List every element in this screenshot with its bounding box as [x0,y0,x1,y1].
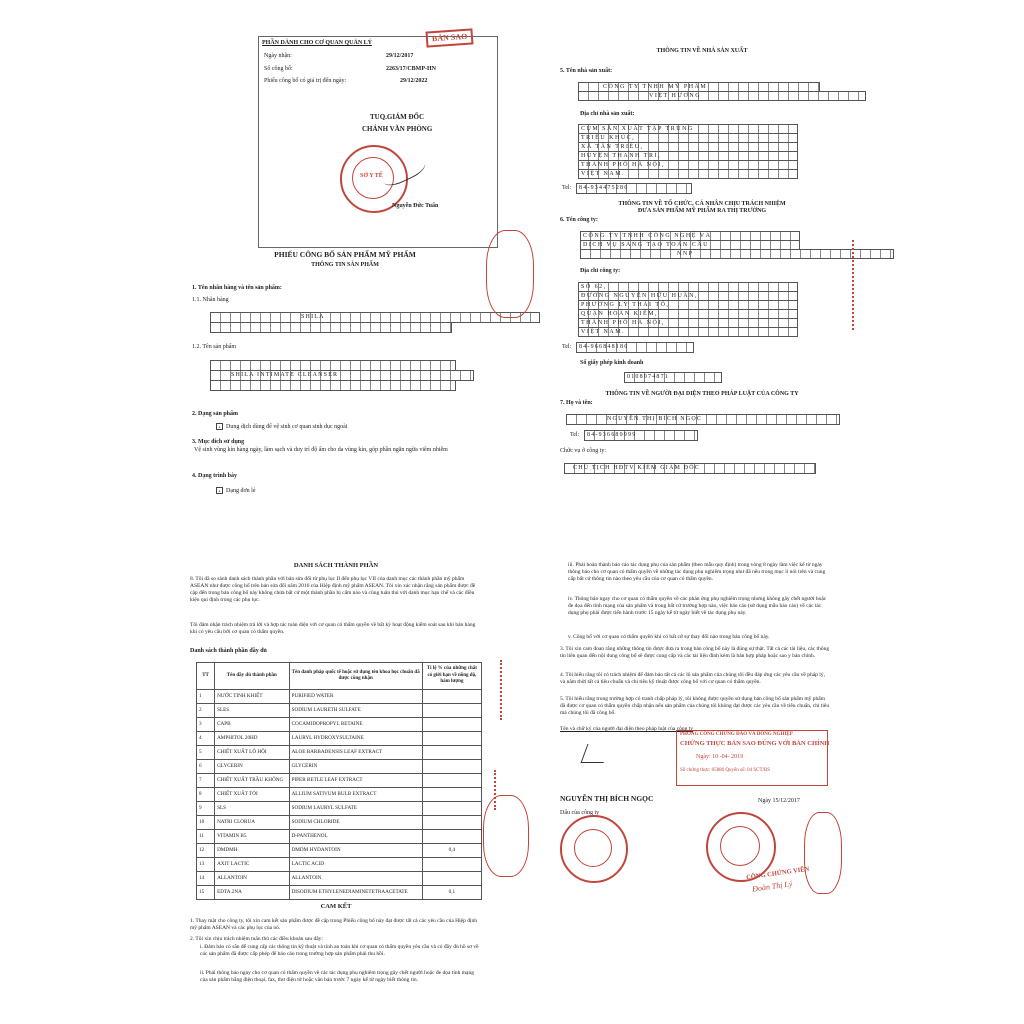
table-row [197,690,482,704]
sign-title: TUQ.GIÁM ĐỐC [370,113,425,121]
table-row [197,886,482,900]
maker-row-1: CÔNG TY TNHH MỸ PHẨM [578,82,820,91]
section-2-value: Dung dịch dùng để vệ sinh cơ quan sinh dục ngoài [226,423,348,430]
section-6-label: 6. Tên công ty: [560,217,598,223]
table-cell: SODIUM LAURETH SULFATE [289,704,422,718]
rep-position: CHỦ TỊCH HĐTV KIÊM GIÁM ĐỐC [564,463,816,474]
ingredients-title: DANH SÁCH THÀNH PHẦN [293,562,379,569]
position-label: Chức vụ ở công ty: [560,448,607,454]
license-number: 0108074871 [624,372,722,383]
table-cell: 4 [197,732,215,746]
table-cell: SLS [215,802,290,816]
commitment-3: 3. Tôi xin cam đoan rằng những thông tin được đưa ra trong bản công bố này là đúng sự thật. Tất cả các tài liệu, các thông tin liên quan đến nội dung công bố sẽ được cung cấp và các tài liệu đính kèm là bản hợp pháp hoặc sao y bản chính. [560,646,830,660]
date-value: 29/12/2017 [386,53,414,59]
section-1-label: 1. Tên nhãn hàng và tên sản phẩm: [192,285,282,291]
maker-addr-5: THÀNH PHỐ HÀ NỘI, [578,160,798,169]
section-3-value: Vệ sinh vùng kín hàng ngày, làm sạch và duy trì độ ẩm cho da vùng kín, góp phần ngăn ngừa viêm nhiễm [194,447,448,453]
signature-scribble-icon [581,744,611,763]
table-cell: GLYCERIN [215,760,290,774]
company-seal-label: Dấu của công ty [560,810,600,816]
table-cell: COCAMIDOPROPYL BETAINE [289,718,422,732]
table-cell: SLES [215,704,290,718]
table-cell: 1 [197,690,215,704]
table-cell: 5 [197,746,215,760]
table-row [197,858,482,872]
license-label: Số giấy phép kinh doanh [580,360,644,366]
cert-title: CHỨNG THỰC BẢN SAO ĐÚNG VỚI BẢN CHÍNH [680,740,830,747]
table-cell: 12 [197,844,215,858]
table-cell: DMDM HYDANTOIN [289,844,422,858]
table-cell [422,788,481,802]
product-field: SHILA INTIMATE CLEANSER [210,370,474,381]
ingredients-list-title: Danh sách thành phần đầy đủ [190,648,267,654]
table-cell: DISODIUM ETHYLENEDIAMINETETRAACETATE [289,886,422,900]
commitment-4: 4. Tôi hiểu rằng tôi có trách nhiệm để đảm bảo tất cả các lô sản phẩm của chúng tôi đều đáp ứng các yêu cầu về pháp lý, và nắm thời tất cả tiêu chuẩn và chỉ tiêu kỹ thuật được công bố với cơ quan có thẩm quyền. [560,672,825,686]
brand-field-row2 [210,322,452,333]
commitment-2-ii: ii. Phải thông báo ngay cho cơ quan có thẩm quyền về các tác dụng phụ nghiêm trọng gây chết người hoặc đe dọa tính mạng của sản phẩm bằng điện thoại, fax, thư điện tử hoặc văn bản trước 7 ngày kể từ ngày biết thông tin. [200,970,474,984]
table-cell: ALLANTOIN [289,872,422,886]
table-row [197,718,482,732]
edge-seal-icon [804,812,842,894]
valid-label: Phiếu công bố có giá trị đến ngày: [264,78,347,84]
table-cell: VITAMIN B5 [215,830,290,844]
company-addr-6: VIỆT NAM. [578,327,798,337]
page-commitment-signature [556,558,836,858]
table-cell: 14 [197,872,215,886]
page-manufacturer-info [552,40,852,500]
table-row [197,830,482,844]
table-cell: 11 [197,830,215,844]
brand-field: SHILA [210,312,540,323]
seal-text: SỞ Y TẾ [360,173,383,179]
ingredients-table-body [197,690,482,900]
table-cell: AMPHITOL 20HD [215,732,290,746]
table-cell [422,872,481,886]
table-cell [422,690,481,704]
representative-title: THÔNG TIN VỀ NGƯỜI ĐẠI DIỆN THEO PHÁP LUẬT CỦA CÔNG TY [605,391,799,397]
table-row [197,746,482,760]
number-label: Số công bố: [264,66,293,72]
maker-tel: 84-934475286 [576,183,692,194]
table-cell [422,816,481,830]
notary-seal-inner [720,826,760,866]
company-addr-2: ĐƯỜNG NGUYỄN HỮU HUÂN, [578,291,798,300]
table-cell: NƯỚC TINH KHIẾT [215,690,290,704]
section-4-value: Dạng đơn lẻ [226,487,256,494]
commitment-v: v. Công bố với cơ quan có thẩm quyền khi có bất cứ sự thay đổi nào trong bản công bố này. [568,634,770,640]
company-seal-inner [574,829,612,867]
maker-addr-2: TRIỀU KHÚC, [578,133,798,142]
maker-addr-1: CỤM SẢN XUẤT TẬP TRUNG [578,124,798,133]
section-2-label: 2. Dạng sản phẩm [192,411,239,417]
table-cell [422,858,481,872]
commitment-iv: iv. Thông báo ngay cho cơ quan có thẩm quyền về các phản ứng phụ nghiêm trọng nhưng không gây chết người hoặc đe dọa đến tính mạng của sản phẩm và trong bất cứ trường hợp nào, việc báo cáo (sử dụng mẫu báo cáo) về các tác dụng phụ phải được tiến hành trước 15 ngày kể từ ngày biết về tác dụng phụ này. [568,596,827,617]
table-row [197,732,482,746]
maker-row-2: VIỆT HƯƠNG [578,91,866,101]
table-header: Tỉ lệ % của những chất có giới hạn về nồng độ, hàm lượng [422,663,481,690]
section-1-1-label: 1.1. Nhãn hàng [192,297,229,303]
table-cell: LAURYL HYDROXYSULTAINE [289,732,422,746]
table-cell: PIPER BETLE LEAF EXTRACT [289,774,422,788]
management-box [258,36,498,248]
table-row [197,774,482,788]
table-cell: EDTA.2NA [215,886,290,900]
table-cell: DMDMH [215,844,290,858]
notary-name: Đoàn Thị Lý [751,879,793,894]
table-cell: 15 [197,886,215,900]
section-4-label: 4. Dạng trình bày [192,473,238,479]
commitment-iii: iii. Phải hoàn thành báo cáo tác dụng phụ của sản phẩm (theo mẫu quy định) trong vòng 8 ngày làm việc kể từ ngày thông báo cho cơ quan có thẩm quyền về những tác dụng phụ nghiêm trọng như đã nêu trong mục ii nói trên và cung cấp bất cứ thông tin nào theo yêu cầu của cơ quan có thẩm quyền. [568,562,826,583]
maker-address-label: Địa chỉ nhà sản xuất: [580,111,635,117]
commitment-5: 5. Tôi hiểu rằng trong trường hợp có tranh chấp pháp lý, tôi không được quyền sử dụng bản công bố sản phẩm mỹ phẩm đã được cơ quan có thẩm quyền chấp nhận nếu sản phẩm của chúng tôi không đạt được các yêu cầu về tiêu chuẩn, chỉ tiêu mà chúng tôi đã công bố. [560,696,830,717]
rep-signer-name: NGUYỄN THỊ BÍCH NGỌC [560,794,654,803]
company-row-3: NNP [580,249,894,259]
maker-addr-6: VIỆT NAM. [578,169,798,179]
section-1-2-label: 1.2. Tên sản phẩm [192,344,237,350]
table-row [197,760,482,774]
rep-name: NGUYỄN THỊ BÍCH NGỌC [566,414,840,425]
company-addr-5: THÀNH PHỐ HÀ NỘI, [578,318,798,327]
table-cell: ALLANTOIN [215,872,290,886]
table-cell: 9 [197,802,215,816]
table-header: TT [197,663,215,690]
table-header: Tên đầy đủ thành phần [215,663,290,690]
company-tel: 84-966848186 [576,342,694,353]
company-addr-4: QUẬN HOÀN KIẾM, [578,309,798,318]
table-cell: D-PANTHENOL [289,830,422,844]
table-cell: PURIFIED WATER [289,690,422,704]
table-cell: SODIUM LAURYL SULFATE [289,802,422,816]
edge-seal-icon [486,230,534,318]
edge-mark-icon [494,770,496,810]
table-header: Tên danh pháp quốc tế hoặc sử dụng tên khoa học chuẩn đã được công nhận [289,663,422,690]
table-cell: 13 [197,858,215,872]
sign-subtitle: CHÁNH VĂN PHÒNG [362,125,433,133]
table-cell [422,802,481,816]
signer-name: Nguyễn Đức Tuấn [392,203,439,209]
date-label: Ngày nhận: [264,53,292,59]
number-value: 2263/17/CBMP-HN [386,66,436,72]
company-row-2: DỊCH VỤ SÁNG TẠO TOÀN CẦU [580,240,800,249]
table-cell: NATRI CLORUA [215,816,290,830]
management-header: PHẦN DÀNH CHO CƠ QUAN QUẢN LÝ [262,40,372,46]
table-cell: CHIẾT XUẤT TRẦU KHÔNG [215,774,290,788]
table-cell: 8 [197,788,215,802]
maker-addr-3: XÃ TÂN TRIỀU, [578,142,798,151]
cert-number: Số chứng thực: 05886 Quyển số: 04 SCT/BS [680,768,771,773]
company-row-1: CÔNG TY TNHH CÔNG NGHỆ VÀ [580,231,800,240]
table-cell [422,718,481,732]
table-cell [422,704,481,718]
valid-value: 29/12/2022 [400,78,428,84]
table-cell: CHIẾT XUẤT LÔ HỘI [215,746,290,760]
checkbox-checked-icon: x [216,487,223,494]
ingredients-table [196,662,482,900]
edge-mark-icon [500,660,502,720]
edge-seal-icon [483,795,529,877]
table-cell: CHIẾT XUẤT TỎI [215,788,290,802]
company-addr-3: PHƯỜNG LÝ THÁI TỔ, [578,300,798,309]
table-cell: 10 [197,816,215,830]
cert-date: Ngày: 10 -04- 2019 [696,754,744,760]
sign-date: Ngày 15/12/2017 [758,798,800,804]
commitment-2: 2. Tôi xin chịu trách nhiệm tuân thủ các điều khoản sau đây: [190,936,323,942]
doc-subtitle: THÔNG TIN SẢN PHẨM [311,262,379,268]
table-cell [422,830,481,844]
checkbox-checked-icon: x [216,423,223,430]
table-cell: CAPB [215,718,290,732]
page-product-info [180,20,510,494]
doc-title: PHIẾU CÔNG BỐ SẢN PHẨM MỸ PHẨM [274,250,416,259]
cert-office: PHÒNG CÔNG CHỨNG ĐẢO VÀ ĐỒNG NGHIỆP [680,732,793,737]
table-cell [422,732,481,746]
commitment-title: CAM KẾT [320,903,352,910]
responsible-subtitle: ĐƯA SẢN PHẨM MỸ PHẨM RA THỊ TRƯỜNG [637,208,767,214]
table-cell: ALLIUM SATIVUM BULB EXTRACT [289,788,422,802]
table-cell [422,774,481,788]
company-address-label: Địa chỉ công ty: [580,268,621,274]
table-row [197,802,482,816]
table-cell [422,760,481,774]
table-row [197,788,482,802]
commitment-2-i: i. Đảm bảo có sẵn để cung cấp các thông tin kỹ thuật và tính an toàn khi cơ quan có thẩm quyền yêu cầu và có đầy đủ hồ sơ về các sản phẩm đã được cấp phép để báo cáo trong trường hợp sản phẩm phải thu hồi. [200,944,479,958]
ingredients-para-2: Tôi đảm nhận trách nhiệm trả lời và hợp tác toàn diện với cơ quan có thẩm quyền về bất kỳ hoạt động kiểm soát sau khi bán hàng khi có yêu cầu bởi cơ quan có thẩm quyền. [190,622,476,636]
manufacturer-title: THÔNG TIN VỀ NHÀ SẢN XUẤT [656,48,748,54]
table-cell: LACTIC ACID [289,858,422,872]
company-addr-1: SỐ 62, [578,282,798,291]
table-row [197,704,482,718]
copy-stamp: BẢN SAO [425,28,473,48]
section-3-label: 3. Mục đích sử dụng [192,439,245,445]
table-row [197,872,482,886]
table-cell: 0,1 [422,886,481,900]
company-tel-label: Tel: [562,344,572,350]
commitment-1: 1. Thay mặt cho công ty, tôi xin cam kết sản phẩm được đề cập trong Phiếu công bố này đạt được tất cả các yêu cầu của Hiệp định mỹ phẩm ASEAN và các phụ lục của nó. [190,918,477,932]
table-cell [422,746,481,760]
rep-tel-label: Tel: [570,432,580,438]
responsible-title: THÔNG TIN VỀ TỔ CHỨC, CÁ NHÂN CHỊU TRÁCH NHIỆM [618,201,786,207]
table-cell: ALOE BARBADENSIS LEAF EXTRACT [289,746,422,760]
table-cell: GLYCERIN [289,760,422,774]
notary-label: CÔNG CHỨNG VIÊN [745,865,810,882]
table-cell: 2 [197,704,215,718]
ingredients-para-1: 8. Tôi đã so sánh danh sách thành phần với bản sửa đổi từ phụ lục II đến phụ lục VII của danh mục các thành phần mỹ phẩm ASEAN như được công bố trên bản sửa đổi năm 2016 của Hiệp định mỹ phẩm ASEAN. Tôi xin xác nhận rằng sản phẩm được đề cập đến trong bản công bố này không chứa bất cứ một thành phần bị cấm nào và cũng tuân thủ với danh mục hạn chế và các điều kiện qui định trong các phụ lục. [190,576,476,604]
table-cell: 0,4 [422,844,481,858]
edge-mark-icon [852,240,854,330]
section-5-label: 5. Tên nhà sản xuất: [560,68,613,74]
table-row [197,844,482,858]
table-cell: 6 [197,760,215,774]
page-ingredients [186,558,486,998]
section-7-label: 7. Họ và tên: [560,400,593,406]
product-field-row3 [210,380,456,391]
table-row [197,816,482,830]
table-cell: 7 [197,774,215,788]
maker-addr-4: HUYỆN THANH TRÌ, [578,151,798,160]
table-cell: SODIUM CHLORIDE [289,816,422,830]
table-cell: AXIT LACTIC [215,858,290,872]
table-cell: 3 [197,718,215,732]
signature-note: Tên và chữ ký của người đại diện theo pháp luật của công ty [560,726,694,732]
rep-tel: 84-936689999 [584,430,698,441]
maker-tel-label: Tel: [562,185,572,191]
